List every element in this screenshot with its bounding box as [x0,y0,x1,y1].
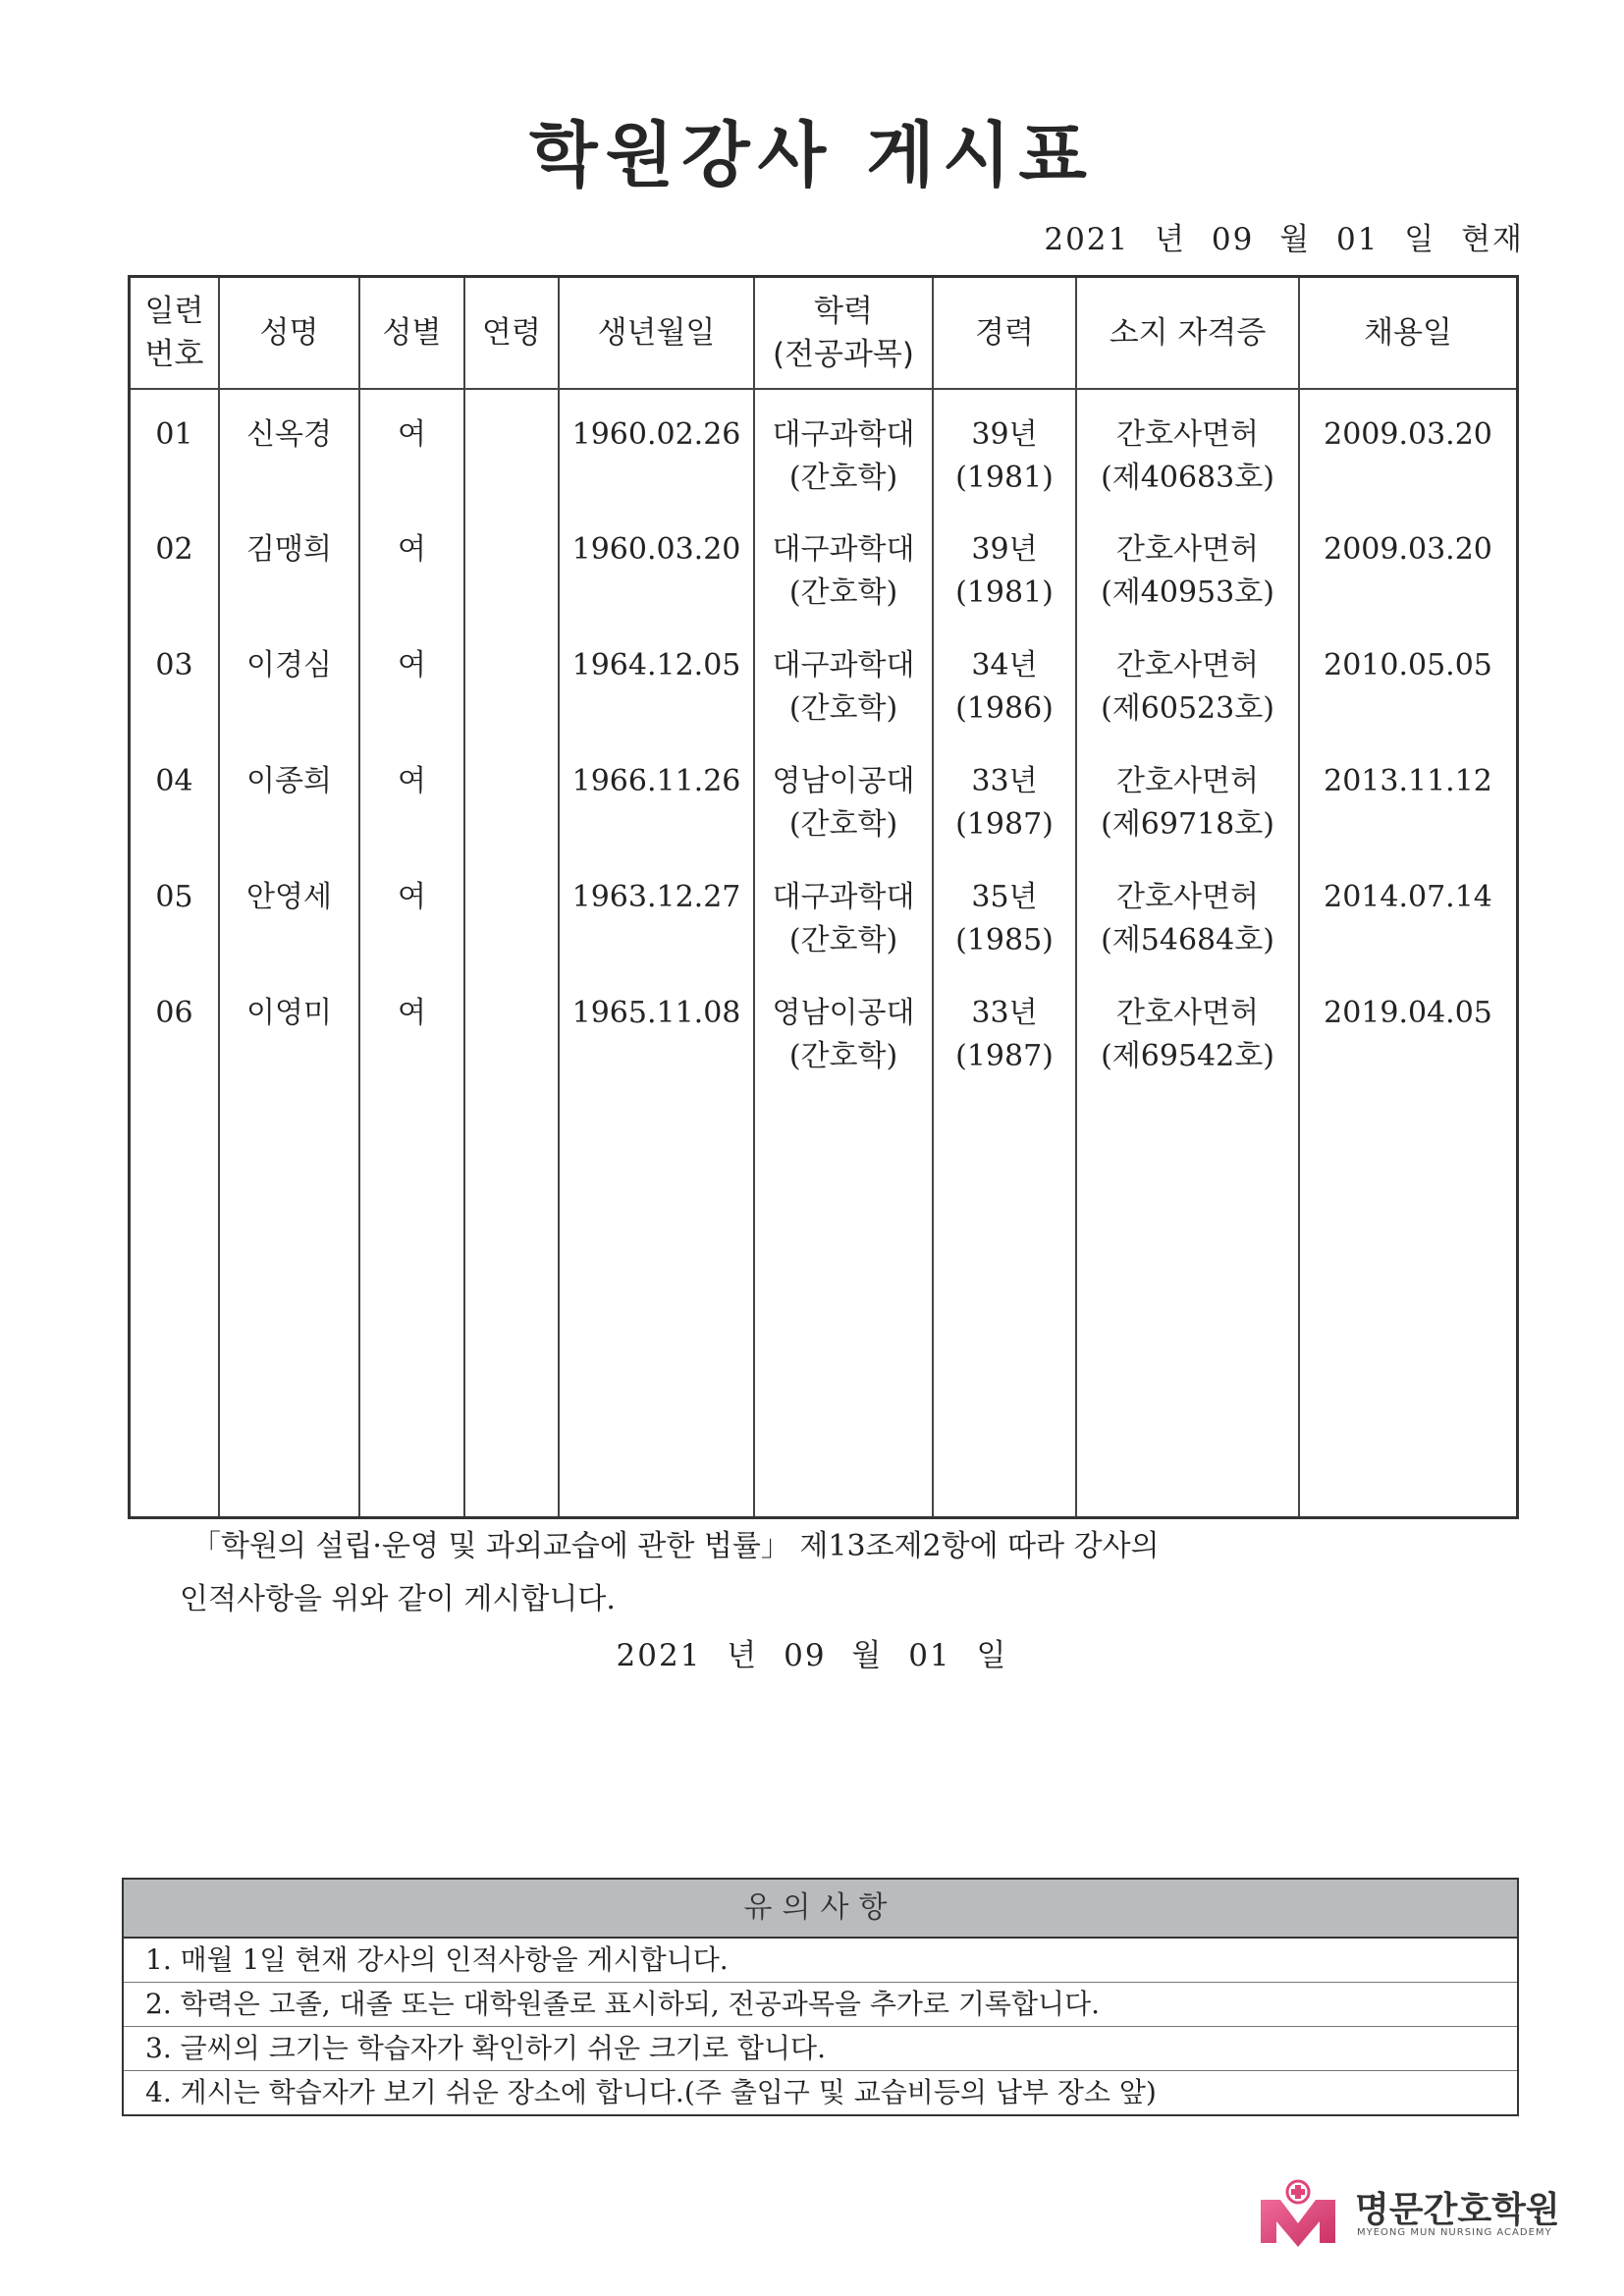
caution-item: 2. 학력은 고졸, 대졸 또는 대학원졸로 표시하되, 전공과목을 추가로 기록합니다. [124,1983,1517,2027]
empty-cell [464,1084,559,1516]
empty-cell [559,1084,754,1516]
hire-date-cell: 2009.03.20 [1299,505,1516,621]
header-hire-date: 채용일 [1299,278,1516,389]
birthdate-cell: 1966.11.26 [559,737,754,852]
header-birthdate: 생년월일 [559,278,754,389]
header-age: 연령 [464,278,559,389]
academy-logo [1255,2178,1579,2249]
header-serial-no: 일련 번호 [131,278,219,389]
caution-box [122,1878,1519,2116]
career-cell: 34년 (1986) [933,621,1076,737]
license-cell: 간호사면허 (제69542호) [1076,968,1299,1084]
header-career: 경력 [933,278,1076,389]
header-name: 성명 [219,278,359,389]
caution-heading: 유의사항 [124,1880,1517,1939]
hire-date-cell: 2009.03.20 [1299,389,1516,505]
empty-filler-row [131,1084,1516,1516]
table-row [131,505,1516,621]
empty-cell [1076,1084,1299,1516]
career-cell: 35년 (1985) [933,852,1076,968]
birthdate-cell: 1964.12.05 [559,621,754,737]
hire-date-cell: 2010.05.05 [1299,621,1516,737]
license-cell: 간호사면허 (제40683호) [1076,389,1299,505]
serial-no-cell: 04 [155,764,193,798]
instructor-table [128,275,1519,1519]
page-title: 학원강사 게시표 [529,114,1095,196]
license-cell: 간호사면허 (제69718호) [1076,737,1299,852]
age-cell [464,389,559,505]
hire-date-cell: 2014.07.14 [1299,852,1516,968]
gender-cell: 여 [359,968,464,1084]
caution-item: 4. 게시는 학습자가 보기 쉬운 장소에 합니다.(주 출입구 및 교습비등의 납부 장소 앞) [145,2076,1157,2108]
logo-name: 명문간호학원 [1355,2190,1560,2230]
caution-item: 1. 매월 1일 현재 강사의 인적사항을 게시합니다. [124,1939,1517,1983]
table-row [131,737,1516,852]
notice-line-2: 인적사항을 위와 같이 게시합니다. [180,1582,616,1616]
career-cell: 33년 (1987) [933,968,1076,1084]
age-cell [464,621,559,737]
hire-date-cell: 2019.04.05 [1299,968,1516,1084]
header-gender: 성별 [359,278,464,389]
logo-m-icon [1255,2178,1349,2249]
empty-cell [1299,1084,1516,1516]
career-cell: 33년 (1987) [933,737,1076,852]
gender-cell: 여 [359,852,464,968]
name-cell: 이경심 [219,621,359,737]
caution-item: 3. 글씨의 크기는 학습자가 확인하기 쉬운 크기로 합니다. [124,2027,1517,2071]
serial-no-cell: 06 [155,996,193,1030]
table-row [131,621,1516,737]
birthdate-cell: 1963.12.27 [559,852,754,968]
as-of-date: 2021 년 09 월 01 일 현재 [1044,222,1524,257]
birthdate-cell: 1965.11.08 [559,968,754,1084]
name-cell: 이영미 [219,968,359,1084]
serial-no-cell: 03 [155,648,193,683]
age-cell [464,968,559,1084]
hire-date-cell: 2013.11.12 [1299,737,1516,852]
education-cell: 대구과학대 (간호학) [754,389,933,505]
education-cell: 대구과학대 (간호학) [754,621,933,737]
notice-line-1: 「학원의 설립·운영 및 과외교습에 관한 법률」 제13조제2항에 따라 강사의 [191,1529,1160,1563]
name-cell: 안영세 [219,852,359,968]
table-row [131,389,1516,505]
license-cell: 간호사면허 (제60523호) [1076,621,1299,737]
legal-notice [180,1520,1160,1626]
name-cell: 김맹희 [219,505,359,621]
serial-no-cell: 02 [155,532,193,567]
empty-cell [933,1084,1076,1516]
birthdate-cell: 1960.02.26 [559,389,754,505]
license-cell: 간호사면허 (제54684호) [1076,852,1299,968]
sign-date: 2021 년 09 월 01 일 [616,1638,1008,1673]
gender-cell: 여 [359,621,464,737]
gender-cell: 여 [359,737,464,852]
age-cell [464,852,559,968]
header-license: 소지 자격증 [1076,278,1299,389]
name-cell: 신옥경 [219,389,359,505]
serial-no-cell: 01 [155,417,193,452]
education-cell: 대구과학대 (간호학) [754,505,933,621]
logo-subtitle: MYEONG MUN NURSING ACADEMY [1357,2227,1552,2238]
birthdate-cell: 1960.03.20 [559,505,754,621]
empty-cell [359,1084,464,1516]
table-row [131,968,1516,1084]
age-cell [464,737,559,852]
table-row [131,852,1516,968]
career-cell: 39년 (1981) [933,505,1076,621]
serial-no-cell: 05 [155,880,193,914]
empty-cell [754,1084,933,1516]
empty-cell [219,1084,359,1516]
header-education: 학력 (전공과목) [754,278,933,389]
license-cell: 간호사면허 (제40953호) [1076,505,1299,621]
education-cell: 대구과학대 (간호학) [754,852,933,968]
empty-cell [131,1084,219,1516]
education-cell: 영남이공대 (간호학) [754,968,933,1084]
career-cell: 39년 (1981) [933,389,1076,505]
gender-cell: 여 [359,389,464,505]
age-cell [464,505,559,621]
education-cell: 영남이공대 (간호학) [754,737,933,852]
table-header-row [131,278,1516,389]
name-cell: 이종희 [219,737,359,852]
gender-cell: 여 [359,505,464,621]
